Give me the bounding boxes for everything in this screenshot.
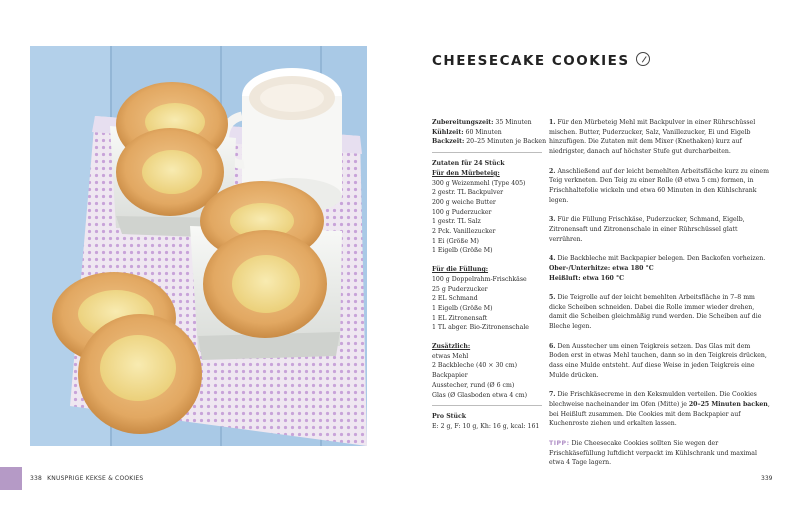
right-page-number: 339: [761, 475, 773, 482]
page-color-tab: [0, 467, 22, 490]
step-5: 5. Die Teigrolle auf der leicht bemehlten Arbeitsfläche in 7–8 mm dicke Scheiben schneiden. Dabei die Rolle immer wieder drehen, damit die Scheiben gleichmäßig rund werden. Die Scheiben auf die Bleche legen.: [549, 294, 762, 331]
ingredient-item: etwas Mehl: [432, 352, 469, 360]
ingredient-item: 1 gestr. TL Salz: [432, 218, 481, 226]
ingredient-item: Ausstecher, rund (Ø 6 cm): [432, 381, 515, 389]
step-4: 4. Die Backbleche mit Backpapier belegen. Den Backofen vorheizen. Ober-/Unterhitze: etwa 180 °C Heißluft: etwa 160 °C: [549, 255, 766, 282]
ingredient-item: 100 g Doppelrahm-Frischkäse: [432, 275, 527, 283]
chill-time: Kühlzeit: 60 Minuten: [432, 128, 502, 136]
recipe-title-row: [432, 52, 650, 69]
extra-heading: Zusätzlich:: [432, 343, 471, 351]
cookie: [203, 230, 327, 338]
steps-column: [549, 118, 771, 468]
ingredient-item: 2 Pck. Vanillezucker: [432, 228, 496, 236]
divider: [432, 405, 542, 406]
ingredient-item: 1 Ei (Größe M): [432, 237, 479, 245]
step-6: 6. Den Ausstecher um einen Teigkreis setzen. Das Glas mit dem Boden erst in etwas Mehl tauchen, dann so in den Teigkreis drücken, dass eine Mulde entsteht. Auf diese Weise in jeden Teigkreis eine Mulde drücken.: [549, 342, 767, 379]
nutrition-heading: Pro Stück: [432, 413, 467, 421]
step-2: 2. Anschließend auf der leicht bemehlten Arbeitsfläche kurz zu einem Teig verkneten. Den Teig zu einer Rolle (Ø etwa 5 cm) formen, in Frischhaltefolie wickeln und etwa 60 Minuten in den Kühlschrank legen.: [549, 167, 769, 204]
recipe-title: CHEESECAKE COOKIES: [432, 53, 630, 69]
dough-heading: Für den Mürbeteig:: [432, 169, 500, 177]
ingredient-item: 25 g Puderzucker: [432, 285, 488, 293]
left-page-number: 338: [30, 475, 43, 482]
tip-text: Die Cheesecake Cookies sollten Sie wegen der Frischkäsefüllung luftdicht verpackt im Kühlschrank und maximal etwa 4 Tage lagern.: [549, 439, 757, 467]
ingredient-item: Glas (Ø Glasboden etwa 4 cm): [432, 391, 528, 399]
ingredient-item: 2 Backbleche (40 × 30 cm): [432, 362, 518, 370]
tip-label: TIPP:: [549, 439, 570, 447]
ingredient-item: 1 Eigelb (Größe M): [432, 247, 493, 255]
tip-box: [549, 439, 771, 468]
ingredient-item: 1 Eigelb (Größe M): [432, 304, 493, 312]
ingredient-item: Backpapier: [432, 372, 468, 380]
vegetarian-icon: [636, 52, 650, 66]
step-1: 1. Für den Mürbeteig Mehl mit Backpulver in einer Rührschüssel mischen. Butter, Puderzucker, Salz, Vanillezucker, Ei und Eigelb hinzufügen. Die Zutaten mit dem Mixer (Knethaken) kurz auf niedrigster, danach auf höchster Stufe gut durcharbeiten.: [549, 119, 756, 156]
cookie-photo-illustration: [30, 46, 367, 446]
ingredient-item: 300 g Weizenmehl (Type 405): [432, 179, 526, 187]
ingredient-item: 1 TL abger. Bio-Zitronenschale: [432, 324, 529, 332]
cookie: [78, 314, 202, 434]
ingredients-heading: Zutaten für 24 Stück: [432, 160, 505, 168]
bake-time: Backzeit: 20–25 Minuten je Backen: [432, 138, 547, 146]
filling-heading: Für die Füllung:: [432, 266, 489, 274]
divider: [432, 152, 542, 153]
cookie-photo: [30, 46, 367, 446]
step-7: 7. Die Frischkäsecreme in den Keksmulden verteilen. Die Cookies blechweise nacheinander im Ofen (Mitte) je 20–25 Minuten backen, bei Heißluft zusammen. Die Cookies mit dem Backpapier auf Kuchenroste ziehen und erkalten lassen.: [549, 391, 770, 428]
recipe-info-column: [432, 118, 547, 432]
ingredient-item: 200 g weiche Butter: [432, 198, 496, 206]
prep-time: Zubereitungszeit: 35 Minuten: [432, 119, 532, 126]
chapter-title: KNUSPRIGE KEKSE & COOKIES: [47, 475, 144, 482]
left-page-footer: [30, 475, 143, 482]
ingredient-item: 2 EL Schmand: [432, 295, 478, 303]
ingredient-item: 1 EL Zitronensaft: [432, 314, 488, 322]
ingredient-item: 2 gestr. TL Backpulver: [432, 189, 504, 197]
ingredient-item: 100 g Puderzucker: [432, 208, 492, 216]
nutrition-values: E: 2 g, F: 10 g, Kh: 16 g, kcal: 161: [432, 422, 540, 430]
step-3: 3. Für die Füllung Frischkäse, Puderzucker, Schmand, Eigelb, Zitronensaft und Zitronenschale in einer Rührschüssel glatt verrühren.: [549, 216, 745, 243]
